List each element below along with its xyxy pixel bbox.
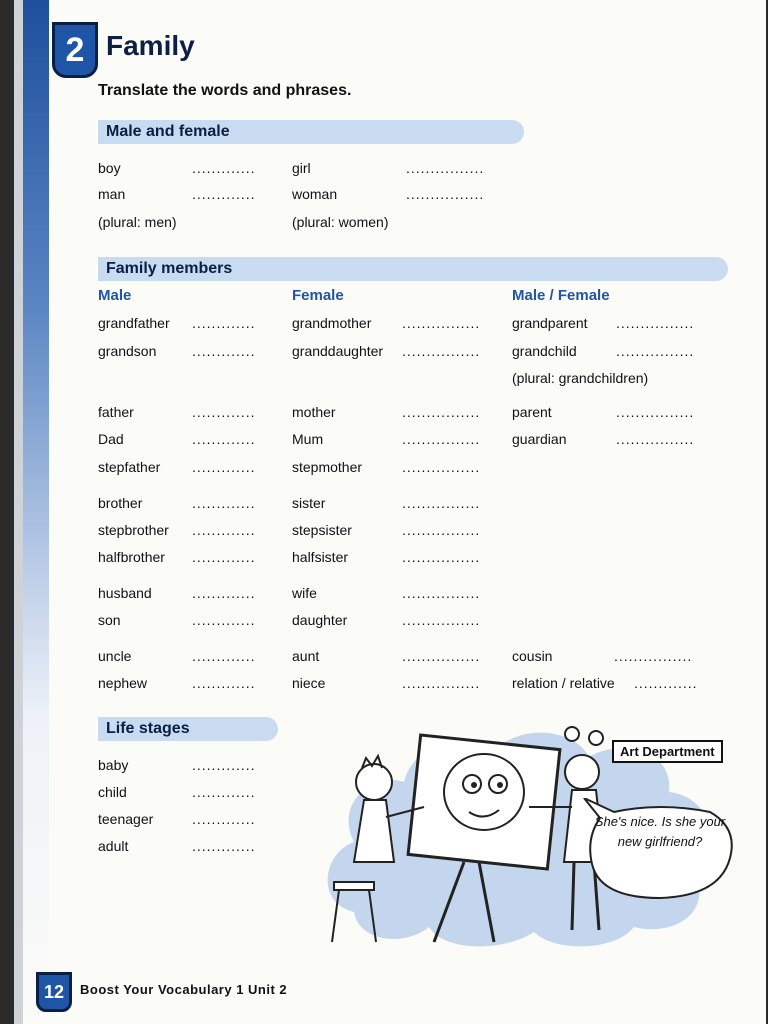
column-heading-female: Female <box>292 287 344 304</box>
word: aunt <box>292 648 320 664</box>
section-heading-life-stages: Life stages <box>98 717 278 741</box>
blank: ................ <box>402 431 481 447</box>
word: guardian <box>512 431 567 447</box>
blank: ................ <box>402 404 481 420</box>
blank: ............. <box>192 522 256 538</box>
word: (plural: grandchildren) <box>512 370 649 386</box>
word: (plural: women) <box>292 214 389 230</box>
word: woman <box>292 186 338 202</box>
word: sister <box>292 495 326 511</box>
blank: ............. <box>192 404 256 420</box>
word: grandchild <box>512 343 577 359</box>
word: wife <box>292 585 317 601</box>
blank: ................ <box>406 160 485 176</box>
page-title: Family <box>106 30 195 61</box>
blank: ............. <box>192 648 256 664</box>
word: parent <box>512 404 552 420</box>
footer-title: Boost Your Vocabulary 1 Unit 2 <box>80 982 288 997</box>
blank: ............. <box>192 585 256 601</box>
word: man <box>98 186 126 202</box>
word: girl <box>292 160 311 176</box>
word: halfbrother <box>98 549 165 565</box>
blank: ................ <box>402 495 481 511</box>
blank: ................ <box>402 315 481 331</box>
blank: ............. <box>192 612 256 628</box>
blank: ................ <box>402 343 481 359</box>
word: boy <box>98 160 121 176</box>
word: grandfather <box>98 315 170 331</box>
word: daughter <box>292 612 348 628</box>
unit-number-badge: 2 <box>52 22 98 78</box>
word: father <box>98 404 134 420</box>
blank: ............. <box>192 459 256 475</box>
blank: ................ <box>616 431 695 447</box>
word: grandmother <box>292 315 372 331</box>
word: child <box>98 784 127 800</box>
blank: ................ <box>616 343 695 359</box>
blank: ................ <box>406 186 485 202</box>
word: baby <box>98 757 129 773</box>
blank: ................ <box>402 459 481 475</box>
blank: ............. <box>192 757 256 773</box>
page-number: 12 <box>36 972 72 1012</box>
word: Mum <box>292 431 324 447</box>
section-heading-male-female: Male and female <box>98 120 524 144</box>
word: son <box>98 612 121 628</box>
word: grandson <box>98 343 157 359</box>
book-spine <box>14 0 23 1024</box>
word: adult <box>98 838 129 854</box>
column-heading-male-female: Male / Female <box>512 287 610 304</box>
blank: ............. <box>634 675 698 691</box>
art-department-sign: Art Department <box>612 740 723 763</box>
word: cousin <box>512 648 553 664</box>
blank: ............. <box>192 838 256 854</box>
blank: ................ <box>616 315 695 331</box>
blank: ................ <box>402 648 481 664</box>
word: (plural: men) <box>98 214 177 230</box>
word: uncle <box>98 648 132 664</box>
section-heading-family-members: Family members <box>98 257 728 281</box>
word: brother <box>98 495 143 511</box>
word: stepbrother <box>98 522 169 538</box>
blank: ............. <box>192 784 256 800</box>
blank: ................ <box>402 675 481 691</box>
speech-bubble-text: She's nice. Is she your new girlfriend? <box>594 814 726 849</box>
word: teenager <box>98 811 154 827</box>
blank: ................ <box>402 549 481 565</box>
blank: ............. <box>192 186 256 202</box>
blank: ............. <box>192 343 256 359</box>
word: niece <box>292 675 326 691</box>
word: relation / relative <box>512 675 615 691</box>
blank: ................ <box>402 585 481 601</box>
word: stepfather <box>98 459 161 475</box>
word: granddaughter <box>292 343 384 359</box>
blank: ................ <box>402 612 481 628</box>
blank: ................ <box>402 522 481 538</box>
word: stepsister <box>292 522 352 538</box>
word: husband <box>98 585 152 601</box>
side-band <box>23 0 49 1024</box>
blank: ............. <box>192 549 256 565</box>
blank: ............. <box>192 431 256 447</box>
word: nephew <box>98 675 148 691</box>
word: halfsister <box>292 549 349 565</box>
word: mother <box>292 404 336 420</box>
page <box>14 0 766 1024</box>
blank: ................ <box>614 648 693 664</box>
blank: ............. <box>192 675 256 691</box>
blank: ............. <box>192 811 256 827</box>
column-heading-male: Male <box>98 287 132 304</box>
instruction: Translate the words and phrases. <box>98 82 352 99</box>
word: Dad <box>98 431 124 447</box>
blank: ................ <box>616 404 695 420</box>
blank: ............. <box>192 160 256 176</box>
blank: ............. <box>192 495 256 511</box>
word: grandparent <box>512 315 588 331</box>
word: stepmother <box>292 459 363 475</box>
blank: ............. <box>192 315 256 331</box>
